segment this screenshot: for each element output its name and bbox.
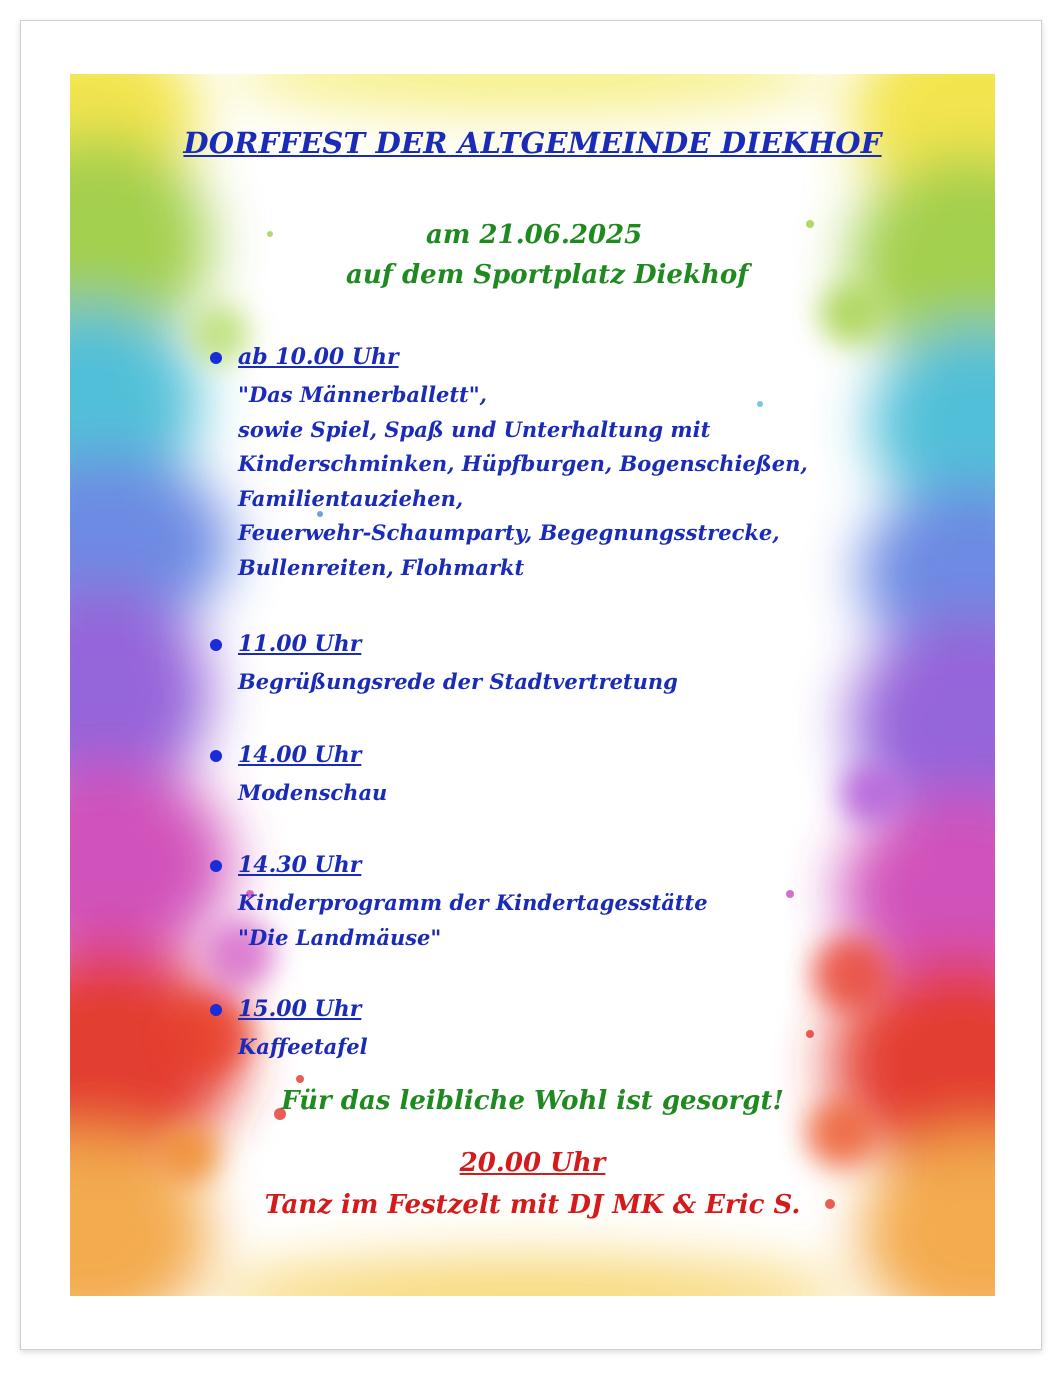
bullet-icon <box>210 1004 222 1016</box>
schedule-line: Feuerwehr-Schaumparty, Begegnungsstrecke, <box>238 520 780 545</box>
schedule-time: 14.30 Uhr <box>238 852 362 878</box>
schedule-time: 11.00 Uhr <box>238 631 362 657</box>
schedule-description <box>238 776 387 811</box>
event-date: am 21.06.2025 <box>426 220 643 250</box>
bullet-icon <box>210 352 222 364</box>
schedule-line: Kinderprogramm der Kindertagesstätte <box>238 890 708 915</box>
schedule-description <box>238 886 708 955</box>
event-location: auf dem Sportplatz Diekhof <box>346 260 749 290</box>
schedule-line: "Das Männerballett", <box>238 382 487 407</box>
page-title: DORFFEST DER ALTGEMEINDE DIEKHOF <box>183 126 882 160</box>
food-note: Für das leibliche Wohl ist gesorgt! <box>281 1086 784 1116</box>
evening-time: 20.00 Uhr <box>459 1148 606 1178</box>
poster <box>70 74 995 1296</box>
evening-description: Tanz im Festzelt mit DJ MK & Eric S. <box>264 1190 801 1220</box>
schedule-description <box>238 378 808 585</box>
schedule-line: Kinderschminken, Hüpfburgen, Bogenschießen, <box>238 451 808 476</box>
schedule-time: 14.00 Uhr <box>238 742 362 768</box>
schedule-line: Kaffeetafel <box>238 1034 368 1059</box>
schedule-line: Begrüßungsrede der Stadtvertretung <box>238 669 678 694</box>
schedule-line: sowie Spiel, Spaß und Unterhaltung mit <box>238 416 711 442</box>
schedule-line: Familientauziehen, <box>238 485 464 511</box>
schedule-line: Bullenreiten, Flohmarkt <box>238 554 525 580</box>
schedule-time: ab 10.00 Uhr <box>238 344 399 370</box>
schedule-description <box>238 1030 368 1065</box>
schedule-line: "Die Landmäuse" <box>238 924 442 950</box>
bullet-icon <box>210 639 222 651</box>
bullet-icon <box>210 860 222 872</box>
schedule-time: 15.00 Uhr <box>238 996 362 1022</box>
bullet-icon <box>210 750 222 762</box>
schedule-description <box>238 665 678 700</box>
schedule-line: Modenschau <box>238 780 388 805</box>
poster-content <box>70 74 995 1296</box>
